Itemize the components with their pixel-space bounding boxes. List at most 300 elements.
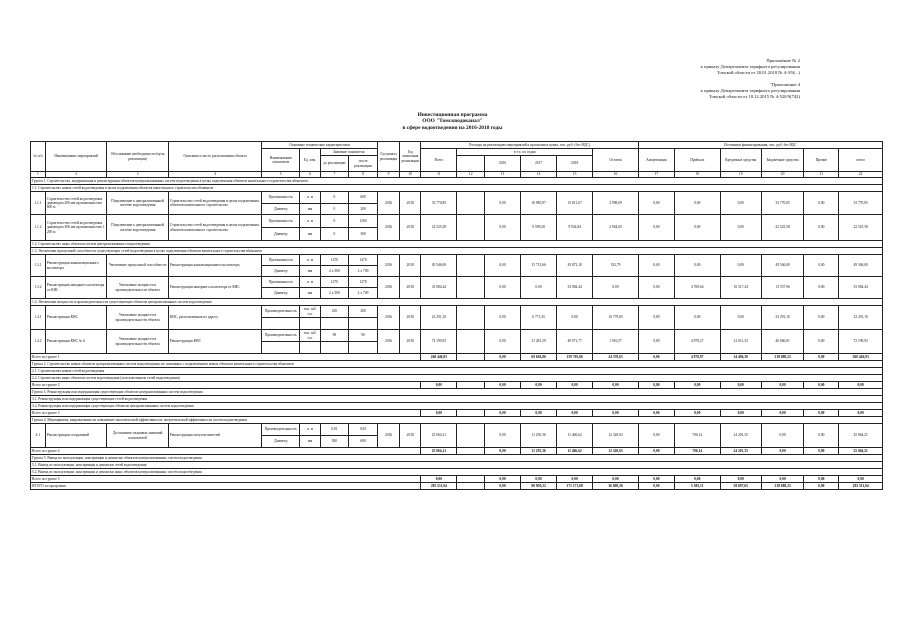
group-values: Значение показателя <box>320 149 377 156</box>
total-value: 11 293,36 <box>521 448 557 455</box>
cost-value: 0,00 <box>638 424 674 448</box>
investment-table <box>30 141 883 490</box>
total-value: 0,00 <box>484 382 520 389</box>
cost-value: 11 293,36 <box>521 424 557 448</box>
column-number: 16 <box>593 172 639 178</box>
total-value: 0,00 <box>638 483 674 490</box>
cost-value: 33 770,85 <box>761 192 803 215</box>
table-body <box>31 178 883 490</box>
col-indicator: Наименование показателя <box>262 149 300 172</box>
title-line-2: ООО "Томскводоканал" <box>422 118 483 125</box>
indicator-name: Протяженность <box>262 277 300 288</box>
document-title <box>0 112 905 131</box>
column-number: 10 <box>400 172 421 178</box>
cost-value: 0,00 <box>638 277 674 299</box>
value-after: 1470 <box>349 255 378 266</box>
section-title: 5.2. Вывод из эксплуатации, консервация и демонтаж иных объектов централизованных систем водоотведения <box>31 469 883 476</box>
column-number: 13 <box>484 172 520 178</box>
cost-value: 2 998,09 <box>593 192 639 215</box>
cost-value: 0,00 <box>638 306 674 330</box>
col-2017: 2017 <box>521 156 557 172</box>
item-number: 1.1.2 <box>31 215 46 241</box>
total-value: 11 466,62 <box>557 448 593 455</box>
table-row <box>31 192 883 204</box>
item-place: Реконструкция КНС <box>168 330 261 354</box>
col-by-years: в т.ч. по годам <box>457 149 593 156</box>
col-profit: Прибыль <box>674 149 720 172</box>
start-year: 2016 <box>377 255 399 277</box>
cost-value: 21 281,59 <box>521 330 557 354</box>
total-value: 0,00 <box>720 410 761 417</box>
cost-value: 0,00 <box>804 255 839 277</box>
group-total-row <box>31 382 883 389</box>
indicator-name: Диаметр <box>262 203 300 215</box>
total-value: 0,00 <box>484 354 520 361</box>
cost-value: 22 525,58 <box>839 215 883 241</box>
value-before: 2 х 500 <box>320 288 349 299</box>
section-row <box>31 455 883 462</box>
col-place: Описание и место расположения объекта <box>168 142 261 172</box>
appendix-4-block <box>701 82 800 100</box>
indicator-name: Протяженность <box>262 215 300 228</box>
item-name: Строительство сетей водоотведения диаметром 200 мм протяженностью 600 м <box>45 192 107 215</box>
total-value: 0,00 <box>720 382 761 389</box>
table-row <box>31 424 883 436</box>
total-value: 0,00 <box>761 382 803 389</box>
total-value: 0,00 <box>484 476 520 483</box>
value-before: 0 <box>320 203 349 215</box>
col-credit: Кредитные средства <box>720 149 761 172</box>
section-row <box>31 178 883 185</box>
section-title: Группа 4. Мероприятия, направленные на повышение экологической эффективности, энергетической эффективности систем водоотведения <box>31 417 883 424</box>
item-place: Реконструкция напорного коллектора от КНС <box>168 277 261 299</box>
item-reason: Подключение к централизованной системе водоотведения <box>107 192 169 215</box>
item-place: Строительство сетей водоотведения в целях подключения объектов капитального строительства <box>168 192 261 215</box>
indicator-unit: п. м <box>300 277 320 288</box>
cost-value: 23 291,10 <box>839 306 883 330</box>
value-before: 0 <box>320 228 349 241</box>
cost-value: 0,00 <box>720 215 761 241</box>
indicator-unit: п. м <box>300 215 320 228</box>
cost-value: 0,00 <box>484 277 520 299</box>
cost-total: 49 546,00 <box>421 255 457 277</box>
table-row <box>31 277 883 288</box>
appendix-2-line-3: Томской области от 20.01.2018 № 4-3/9(...) <box>717 70 800 75</box>
cost-total: 72 199,93 <box>421 330 457 354</box>
cost-value: 12 320,63 <box>593 424 639 448</box>
section-row <box>31 389 883 396</box>
cost-value: 0,00 <box>484 330 520 354</box>
section-row <box>31 462 883 469</box>
cost-value: 0,00 <box>674 255 720 277</box>
value-after: 600 <box>349 192 378 204</box>
cost-value: 4 708,64 <box>674 277 720 299</box>
total-value: 0,00 <box>557 382 593 389</box>
table-cell <box>457 306 485 330</box>
start-year: 2016 <box>377 424 399 448</box>
section-row <box>31 417 883 424</box>
total-value: 0,00 <box>521 382 557 389</box>
end-year: 2018 <box>400 215 421 241</box>
grand-total-row <box>31 483 883 490</box>
section-row <box>31 403 883 410</box>
column-number: 22 <box>839 172 883 178</box>
total-value: 171 171,68 <box>557 483 593 490</box>
indicator-unit: п. м <box>300 424 320 436</box>
total-value: 0,00 <box>421 410 457 417</box>
column-number: 7 <box>320 172 349 178</box>
value-after: 1270 <box>349 277 378 288</box>
column-number: 6 <box>300 172 320 178</box>
item-reason: Увеличение пропускной способности <box>107 255 169 277</box>
section-title: 3.2. Реконструкция или модернизация существующих объектов централизованных систем водоотведения <box>31 403 883 410</box>
column-number: 18 <box>674 172 720 178</box>
cost-value: 24 201,35 <box>720 424 761 448</box>
total-value: 218 688,23 <box>761 483 803 490</box>
total-value: 0,00 <box>674 410 720 417</box>
cost-value: 29 872,10 <box>557 255 593 277</box>
total-value: 12 320,63 <box>593 448 639 455</box>
group-total-row <box>31 476 883 483</box>
cost-value: 13 557,96 <box>761 277 803 299</box>
column-number: 14 <box>521 172 557 178</box>
cost-value: 23 291,10 <box>761 306 803 330</box>
cost-value: 0,00 <box>804 192 839 215</box>
cost-value: 0,00 <box>720 306 761 330</box>
table-row <box>31 215 883 228</box>
indicator-name: Производительность <box>262 306 300 318</box>
column-number: 9 <box>377 172 399 178</box>
cost-value: 0,00 <box>557 306 593 330</box>
item-reason: Увеличение мощности и производительности объекта <box>107 306 169 330</box>
section-row <box>31 361 883 368</box>
total-value: 58 697,65 <box>720 483 761 490</box>
total-value: 0,00 <box>839 382 883 389</box>
indicator-unit: мм <box>300 288 320 299</box>
cost-value: 0,00 <box>593 277 639 299</box>
column-number: 17 <box>638 172 674 178</box>
total-value: 0,00 <box>674 382 720 389</box>
column-number: 1 <box>31 172 46 178</box>
total-value: 0,00 <box>421 382 457 389</box>
value-after: 1200 <box>349 215 378 228</box>
cost-value: 16 985,87 <box>521 192 557 215</box>
cost-value: 0,00 <box>674 192 720 215</box>
value-after: 300 <box>349 228 378 241</box>
col-budget: Бюджетные средства <box>761 149 803 172</box>
section-row <box>31 185 883 192</box>
section-row <box>31 469 883 476</box>
section-row <box>31 299 883 306</box>
indicator-unit: мм <box>300 436 320 448</box>
section-title: 1.1. Строительство новых сетей водоотведения в целях подключения объектов капитального строительства абонентов <box>31 185 883 192</box>
total-value: 5 585,11 <box>674 483 720 490</box>
group-total-row <box>31 410 883 417</box>
item-name: Реконструкция канализационного коллектора <box>45 255 107 277</box>
cost-value: 0,00 <box>804 215 839 241</box>
column-number: 4 <box>168 172 261 178</box>
value-after: 0,81 <box>349 424 378 436</box>
table-row <box>31 255 883 266</box>
appendix-4-line-1: "Приложение 4 <box>770 82 800 87</box>
cost-value: 22 525,58 <box>761 215 803 241</box>
cost-value: 706,14 <box>674 424 720 448</box>
cost-value: 0,00 <box>804 424 839 448</box>
col-2018: 2018 <box>557 156 593 172</box>
total-value: 260 446,83 <box>421 354 457 361</box>
end-year: 2018 <box>400 306 421 330</box>
total-value: 0,00 <box>804 410 839 417</box>
section-title: 5.1. Вывод из эксплуатации, консервация и демонтаж сетей водоотведения <box>31 462 883 469</box>
end-year: 2018 <box>400 277 421 299</box>
cost-value: 9 924,84 <box>557 215 593 241</box>
item-number: 1.4.2 <box>31 330 46 354</box>
total-value: 0,00 <box>839 410 883 417</box>
cost-total: 33 770,85 <box>421 192 457 215</box>
value-after: 2 х 700 <box>349 266 378 277</box>
total-value: 0,00 <box>593 476 639 483</box>
table-head <box>31 142 883 178</box>
col-2016: 2016 <box>484 156 520 172</box>
total-value: 0,00 <box>593 410 639 417</box>
section-row <box>31 248 883 255</box>
item-name: Строительство сетей водоотведения диаметром 300 мм протяженностью 1 200 м <box>45 215 107 241</box>
item-place: Реконструкция канализационного коллектора <box>168 255 261 277</box>
cost-value: 0,00 <box>484 424 520 448</box>
total-value: 0,00 <box>521 410 557 417</box>
item-place: Строительство сетей водоотведения в целях подключения объектов капитального строительства <box>168 215 261 241</box>
total-value: 285 511,04 <box>839 483 883 490</box>
total-value: 0,00 <box>638 382 674 389</box>
cost-value: 0,00 <box>484 306 520 330</box>
total-value: 0,00 <box>839 476 883 483</box>
cost-value: 33 770,85 <box>839 192 883 215</box>
column-number: 5 <box>262 172 300 178</box>
column-number: 2 <box>45 172 107 178</box>
appendix-2-line-2: к приказу Департамента тарифного регулирования <box>700 64 800 69</box>
value-before: 90 <box>320 330 349 342</box>
total-value: 0,00 <box>804 448 839 455</box>
cost-value: 72 199,93 <box>839 330 883 354</box>
cost-total: 22 525,58 <box>421 215 457 241</box>
col-name: Наименование мероприятий <box>45 142 107 172</box>
cost-value: 332,79 <box>593 255 639 277</box>
total-value: 0,00 <box>638 354 674 361</box>
start-year: 2016 <box>377 306 399 330</box>
column-number: 21 <box>804 172 839 178</box>
value-before: 0,81 <box>320 424 349 436</box>
indicator-unit: мм <box>300 228 320 241</box>
group-finance: Источники финансирования, тыс. руб. без НДС <box>638 142 882 149</box>
column-number: 12 <box>457 172 485 178</box>
table-row <box>31 330 883 342</box>
col-itogo: итого <box>839 149 883 172</box>
value-before: 250 <box>320 306 349 318</box>
table-cell <box>457 483 485 490</box>
total-value: 36 699,26 <box>593 483 639 490</box>
cost-value: 15 811,67 <box>557 192 593 215</box>
cost-value: 11 466,62 <box>557 424 593 448</box>
section-title: 1.2. Строительство иных объектов систем централизованного водоотведения <box>31 241 883 248</box>
cost-total: 23 291,10 <box>421 306 457 330</box>
item-name: Реконструкция КНС <box>45 306 107 330</box>
table-cell <box>457 448 485 455</box>
total-value: 34 496,30 <box>720 354 761 361</box>
section-row <box>31 396 883 403</box>
cost-value: 0,00 <box>638 215 674 241</box>
indicator-name: Производительность <box>262 424 300 436</box>
cost-value: 0,00 <box>674 215 720 241</box>
total-value: 0,00 <box>557 410 593 417</box>
section-row <box>31 241 883 248</box>
indicator-unit <box>300 342 320 354</box>
section-row <box>31 368 883 375</box>
indicator-name: Протяженность <box>262 255 300 266</box>
col-end: Год окончания реализации <box>400 142 421 172</box>
end-year: 2018 <box>400 192 421 215</box>
cost-value: 49 071,77 <box>557 330 593 354</box>
appendix-2-block <box>701 58 800 76</box>
table-cell <box>457 215 485 241</box>
col-no: № п/п <box>31 142 46 172</box>
total-value: 25 064,21 <box>421 448 457 455</box>
total-label: Всего по группе 1 <box>31 354 421 361</box>
cost-value: 0,00 <box>484 192 520 215</box>
indicator-unit: мм <box>300 266 320 277</box>
total-value: 80 950,22 <box>521 483 557 490</box>
col-rest: Остаток <box>593 149 639 172</box>
total-value: 24 378,63 <box>593 354 639 361</box>
cost-value: 0,00 <box>720 255 761 277</box>
column-number: 3 <box>107 172 169 178</box>
total-value: 0,00 <box>484 410 520 417</box>
table-cell <box>457 424 485 448</box>
total-value: 0,00 <box>674 476 720 483</box>
total-value: 0,00 <box>484 483 520 490</box>
indicator-unit: мм <box>300 203 320 215</box>
total-value: 0,00 <box>761 410 803 417</box>
cost-value: 0,00 <box>720 192 761 215</box>
section-title: Группа 5. Вывод из эксплуатации, консервация и демонтаж объектов централизованных систем водоотведения <box>31 455 883 462</box>
col-empty <box>457 156 485 172</box>
total-value: 0,00 <box>804 354 839 361</box>
cost-value: 0,00 <box>484 215 520 241</box>
total-value: 24 201,35 <box>720 448 761 455</box>
title-line-1: Инвестиционная программа <box>417 112 488 118</box>
value-before <box>320 342 349 354</box>
value-before: 2 х 500 <box>320 266 349 277</box>
column-number: 20 <box>761 172 803 178</box>
cost-value: 25 064,21 <box>839 424 883 448</box>
value-after: 200 <box>349 203 378 215</box>
total-value: 0,00 <box>804 382 839 389</box>
start-year: 2016 <box>377 330 399 354</box>
column-number: 8 <box>349 172 378 178</box>
total-value: 25 064,21 <box>839 448 883 455</box>
section-title: Группа 3. Реконструкция или модернизация существующих объектов централизованных систем водоотведения <box>31 389 883 396</box>
value-before: 1270 <box>320 277 349 288</box>
total-value: 4 878,97 <box>674 354 720 361</box>
cost-value: 49 546,00 <box>761 255 803 277</box>
section-title: 3.1. Реконструкция или модернизация существующих сетей водоотведения <box>31 396 883 403</box>
total-value: 0,00 <box>638 448 674 455</box>
appendix-2-line-1: Приложение № 2 <box>766 58 800 63</box>
col-amort: Амортизация <box>638 149 674 172</box>
indicator-unit: тыс. м3/сут <box>300 306 320 318</box>
total-value: 260 446,83 <box>839 354 883 361</box>
indicator-unit: п. м <box>300 192 320 204</box>
col-start: Год начала реализации <box>377 142 399 172</box>
value-after: 90 <box>349 330 378 342</box>
value-before: 0 <box>320 192 349 204</box>
section-title: Группа 2. Строительство новых объектов централизованных систем водоотведения, не связанных с подключением новых объектов капитального строительства абонентов <box>31 361 883 368</box>
indicator-unit: п. м <box>300 255 320 266</box>
value-before: 500 <box>320 436 349 448</box>
col-before: до реализации <box>320 156 349 172</box>
item-place: Реконструкция илоуплотнителей <box>168 424 261 448</box>
cost-value: 0,00 <box>638 330 674 354</box>
cost-value: 0,00 <box>804 330 839 354</box>
cost-value: 46 066,81 <box>761 330 803 354</box>
value-before <box>320 318 349 330</box>
total-value: 0,00 <box>638 476 674 483</box>
total-value: 0,00 <box>761 476 803 483</box>
cost-value: 33 084,44 <box>557 277 593 299</box>
group-cost: Расходы на реализацию мероприятий в прогнозных ценах, тыс. руб. (без НДС) <box>421 142 639 149</box>
total-value: 0,00 <box>638 410 674 417</box>
indicator-name: Диаметр <box>262 436 300 448</box>
total-value: 0,00 <box>720 476 761 483</box>
cost-value: 0,00 <box>638 255 674 277</box>
item-number: 1.4.1 <box>31 306 46 330</box>
section-row <box>31 375 883 382</box>
col-reason: Обоснование необходимости (цель реализации) <box>107 142 169 172</box>
total-value: 218 688,23 <box>761 354 803 361</box>
column-number: 15 <box>557 172 593 178</box>
table-cell <box>457 476 485 483</box>
appendix-4-line-3: Томской области от 18.12.2015 № 4-520/9(742) <box>708 94 800 99</box>
cost-value: 0,00 <box>804 277 839 299</box>
value-after <box>349 318 378 330</box>
cost-value: 16 317,24 <box>720 277 761 299</box>
item-name: Реконструкция сооружений <box>45 424 107 448</box>
start-year: 2016 <box>377 277 399 299</box>
item-place: КНС, расположенная по адресу <box>168 306 261 330</box>
cost-value: 4 978,27 <box>674 330 720 354</box>
table-cell <box>457 382 485 389</box>
total-value: 0,00 <box>804 483 839 490</box>
cost-total: 33 084,44 <box>421 277 457 299</box>
column-number: 19 <box>720 172 761 178</box>
indicator-unit: тыс. м3/сут <box>300 330 320 342</box>
section-title: 2.2. Строительство иных объектов систем водоотведения (за исключением сетей водоотведения) <box>31 375 883 382</box>
cost-value: 49 546,00 <box>839 255 883 277</box>
cost-value: 15 712,66 <box>521 255 557 277</box>
appendix-4-line-2: к приказу Департамента тарифного регулирования <box>700 88 800 93</box>
cost-value: 0,00 <box>521 277 557 299</box>
indicator-name: Диаметр <box>262 288 300 299</box>
start-year: 2016 <box>377 192 399 215</box>
indicator-unit <box>300 318 320 330</box>
end-year: 2018 <box>400 255 421 277</box>
section-title: 1.3. Увеличение пропускной способности существующих сетей водоотведения в целях подключения объектов капитального строительства абонентов <box>31 248 883 255</box>
total-value: 285 511,04 <box>421 483 457 490</box>
cost-value: 2 944,65 <box>593 215 639 241</box>
section-title: 1.4. Увеличение мощности и производительности существующих объектов централизованных систем водоотведения <box>31 299 883 306</box>
value-after <box>349 342 378 354</box>
value-before: 1470 <box>320 255 349 266</box>
indicator-name: Производительность <box>262 330 300 342</box>
